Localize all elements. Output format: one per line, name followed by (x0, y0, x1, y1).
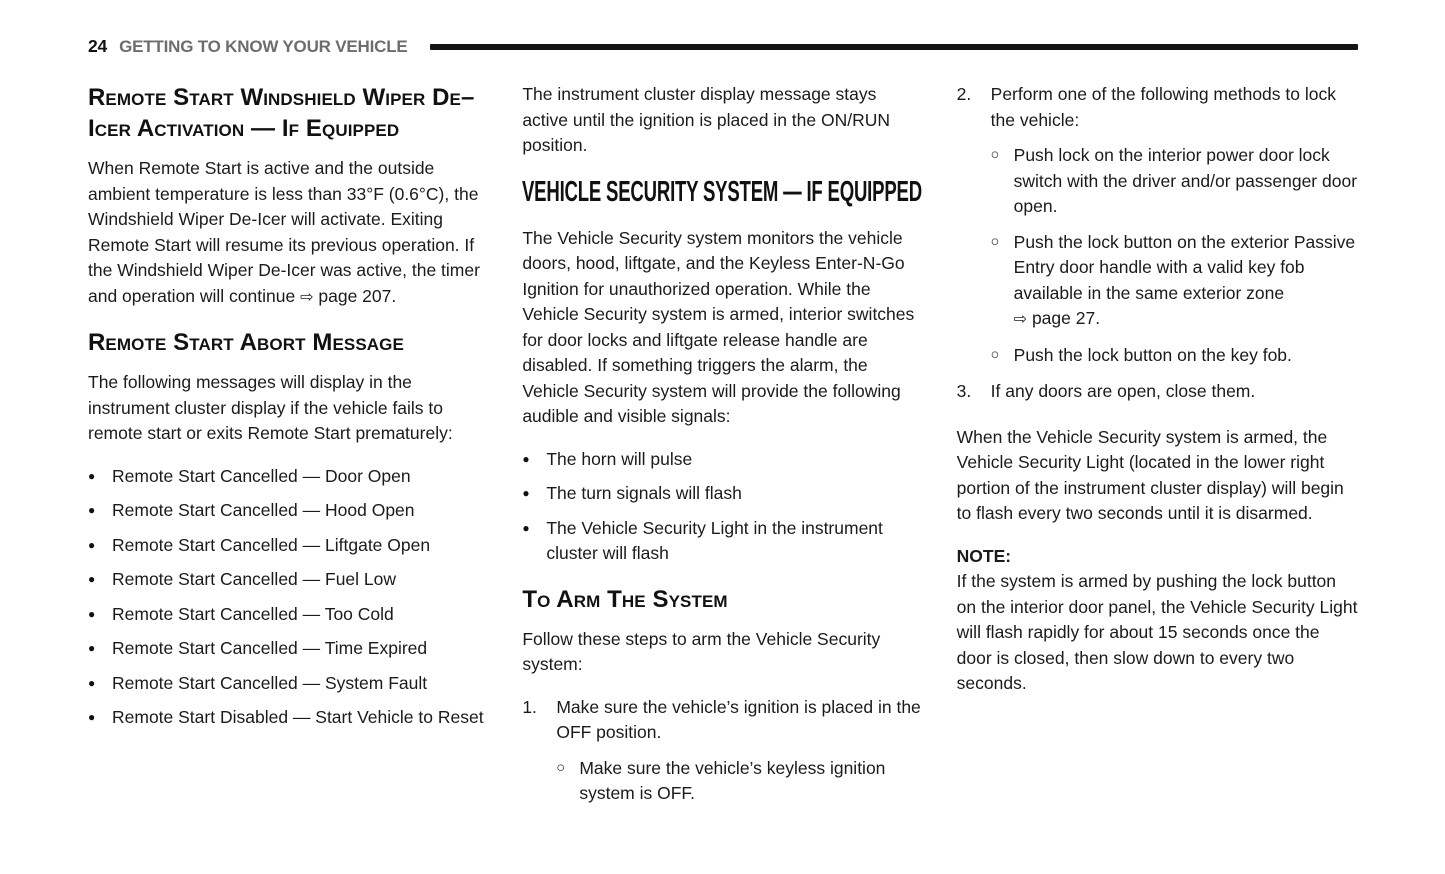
bullet-dot-icon: ● (522, 451, 530, 466)
circle-bullet-icon: ○ (990, 346, 1000, 363)
page-content (0, 57, 1445, 818)
paragraph-arm-intro: Follow these steps to arm the Vehicle Security system: (522, 628, 881, 674)
paragraph-abort-intro: The following messages will display in the instrument cluster display if the vehicle fails to remote start or exits Remote Start prematurely: (88, 372, 453, 443)
chapter-title: GETTING TO KNOW YOUR VEHICLE (119, 36, 408, 56)
circle-bullet-icon: ○ (556, 759, 566, 776)
bullet-dot-icon: ● (88, 503, 96, 517)
column-1 (88, 82, 489, 818)
bullet-dot-icon: ● (88, 537, 96, 552)
page-ref (300, 286, 396, 306)
column-3 (957, 82, 1358, 818)
header-rule (430, 44, 1358, 50)
heading-remote-start-wiper-deicer: Remote Start Windshield Wiper De–Icer Activation — If Equipped (88, 84, 475, 142)
page-number: 24 (88, 36, 108, 56)
list-item: ● Remote Start Cancelled — Fuel Low (88, 567, 489, 593)
list-item: ● Remote Start Cancelled — Time Expired (88, 636, 489, 662)
heading-vehicle-security-system: VEHICLE SECURITY SYSTEM — IF EQUIPPED (522, 175, 923, 208)
list-item: ● Remote Start Cancelled — Door Open (88, 464, 489, 490)
note-text: If the system is armed by pushing the lock button on the interior door panel, the Vehicle Security Light will flash rapidly for about 15 seconds once the door is closed, then slow down to every two seconds. (956, 571, 1358, 693)
list-item: ● Remote Start Disabled — Start Vehicle to Reset (88, 705, 489, 731)
list-item: ● Remote Start Cancelled — Liftgate Open (88, 533, 489, 559)
step-number: 1. (522, 696, 537, 717)
sub-bullet-text: Push the lock button on the exterior Passive Entry door handle with a valid key fob available in the same exterior zone ⇨ page 27. (1013, 231, 1356, 328)
heading-remote-start-abort: Remote Start Abort Message (88, 329, 404, 356)
bullet-dot-icon: ● (88, 468, 96, 483)
abort-message-list (88, 464, 489, 731)
list-item: ● Remote Start Cancelled — Too Cold (88, 602, 489, 628)
sub-bullet: ○ Push the lock button on the key fob. (991, 343, 1358, 369)
page-ref (1014, 308, 1100, 328)
step-number: 3. (956, 381, 972, 401)
step-body: If any doors are open, close them. (990, 381, 1256, 401)
bullet-dot-icon: ● (88, 710, 96, 724)
paragraph-armed-behavior: When the Vehicle Security system is armed, the Vehicle Security Light (located in the lower right portion of the instrument cluster display) will begin to flash every two seconds until it is disarmed. (956, 426, 1344, 523)
numbered-step-3 (957, 379, 1358, 405)
bullet-dot-icon: ● (88, 606, 96, 621)
page-ref-arrow-icon: ⇨ (1013, 311, 1028, 328)
list-item: ● The turn signals will flash (522, 481, 923, 507)
page-header (0, 0, 1445, 57)
sub-bullet: ○ Make sure the vehicle’s keyless ignition system is OFF. (556, 756, 923, 807)
page-ref-arrow-icon: ⇨ (300, 288, 314, 306)
security-signal-list (522, 447, 923, 567)
numbered-step-1 (522, 695, 923, 807)
list-item: ● Remote Start Cancelled — Hood Open (88, 498, 489, 524)
numbered-step-2 (957, 82, 1358, 368)
bullet-dot-icon: ● (522, 520, 530, 535)
bullet-dot-icon: ● (88, 572, 96, 586)
bullet-dot-icon: ● (88, 675, 96, 690)
paragraph-cluster-message: The instrument cluster display message stays active until the ignition is placed in the ON/RUN position. (522, 84, 891, 155)
step-body: Make sure the vehicle’s ignition is placed in the OFF position. ○ Make sure the vehicle’s keyless ignition system is OFF. (556, 695, 923, 807)
list-item: ● The horn will pulse (522, 447, 923, 473)
bullet-dot-icon: ● (522, 486, 530, 500)
list-item: ● The Vehicle Security Light in the instrument cluster will flash (522, 516, 923, 567)
step-number: 2. (956, 84, 972, 104)
sub-bullet (991, 230, 1358, 333)
note-label: NOTE: (956, 545, 1012, 566)
paragraph-security-overview: The Vehicle Security system monitors the vehicle doors, hood, liftgate, and the Keyless Enter-N-Go Ignition for unauthorized operation. While the Vehicle Security system is armed, interior switches for door locks and liftgate release handle are disabled. If something triggers the alarm, the Vehicle Security system will provide the following audible and visible signals: (522, 227, 915, 426)
circle-bullet-icon: ○ (990, 233, 1000, 250)
paragraph-wiper-deicer: When Remote Start is active and the outside ambient temperature is less than 33°F (0.6°C), the Windshield Wiper De-Icer will activate. Exiting Remote Start will resume its previous operation. If the Windshield Wiper De-Icer was active, the timer and operation will continue ⇨ page 207. (88, 158, 480, 306)
bullet-dot-icon: ● (88, 641, 96, 655)
page-ref-text: page 27. (1031, 308, 1101, 328)
sub-bullet: ○ Push lock on the interior power door lock switch with the driver and/or passenger door open. (991, 143, 1358, 220)
step-body: Perform one of the following methods to lock the vehicle: ○ Push lock on the interior power door lock switch with the driver and/or passenger door open. ○ Push the lock button on the exterior Passive Entry door handle with a valid key fob available in the same exterior zone ⇨ page 27. ○ Push the lock button on the key fob. (991, 82, 1358, 368)
column-2 (522, 82, 923, 818)
circle-bullet-icon: ○ (990, 147, 1000, 163)
heading-to-arm-the-system: To Arm The System (522, 585, 728, 613)
page-ref-text: page 207. (318, 285, 397, 306)
list-item: ● Remote Start Cancelled — System Fault (88, 671, 489, 697)
